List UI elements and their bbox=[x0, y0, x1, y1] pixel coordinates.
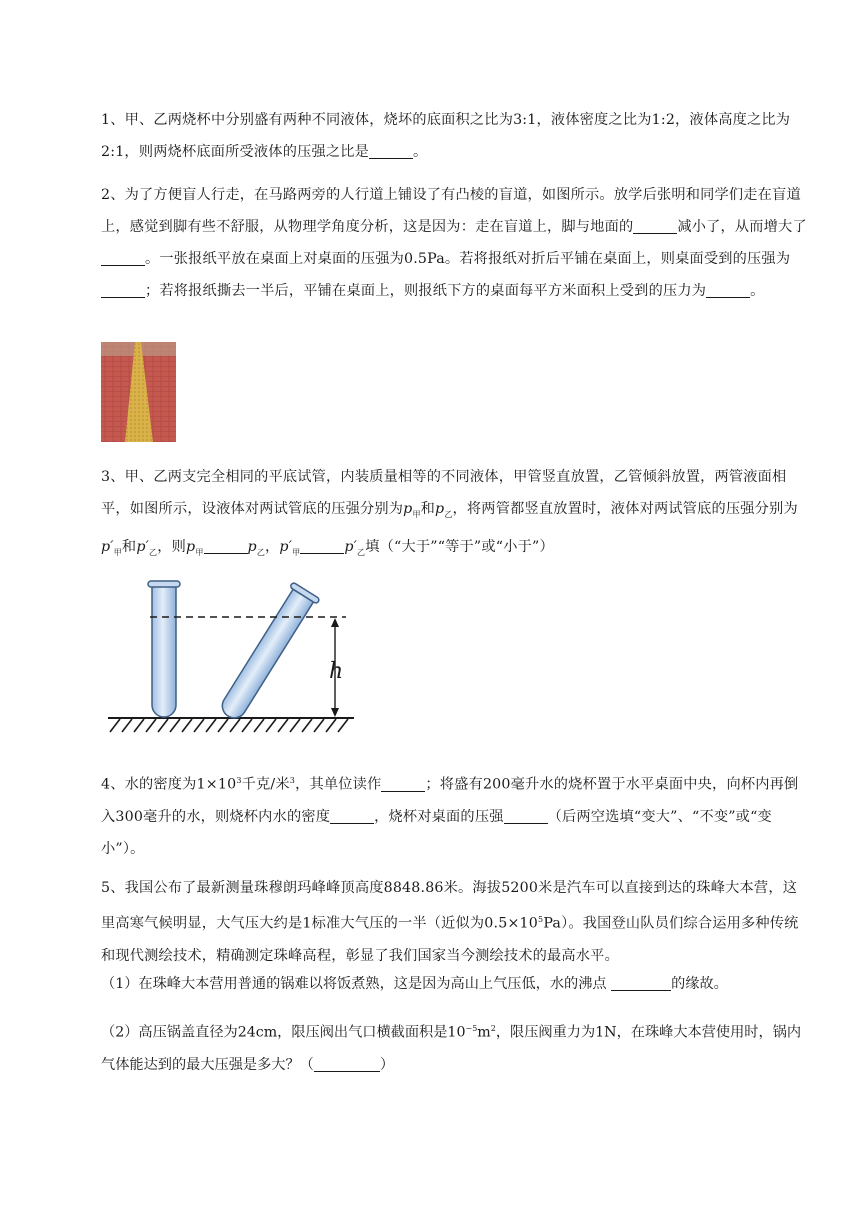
answer-blank bbox=[633, 219, 677, 234]
answer-blank bbox=[706, 283, 750, 298]
q5-sub2-unit-exponent: 2 bbox=[490, 1024, 496, 1033]
answer-blank bbox=[300, 539, 344, 554]
q2-part-1: 2、为了方便盲人行走，在马路两旁的人行道上铺设了有凸棱的盲道，如图所示。放学后张明和同学们走在盲道上，感觉到脚有些不舒服，从物理学角度分析，这是因为：走在盲道上，脚与地面的 bbox=[101, 187, 801, 235]
answer-blank bbox=[204, 539, 248, 554]
tilted-test-tube bbox=[214, 582, 320, 724]
q5-sub2-exponent: −5 bbox=[465, 1024, 478, 1033]
q1-text: 1、甲、乙两烧杯中分别盛有两种不同液体，烧坏的底面积之比为3:1，液体密度之比为1:2，液体高度之比为2:1，则两烧杯底面所受液体的压强之比是 bbox=[101, 112, 791, 160]
symbol-p-prime: p′ bbox=[344, 538, 358, 555]
q3-part-1: 3、甲、乙两支完全相同的平底试管，内装质量相等的不同液体，甲管竖直放置，乙管倾斜放置，两管液面相平，如图所示，设液体对两试管底的压强分别为 bbox=[101, 469, 787, 517]
answer-blank bbox=[504, 809, 548, 824]
q5-sub1-text: （1）在珠峰大本营用普通的锅难以将饭煮熟，这是因为高山上气压低，水的沸点 bbox=[101, 976, 612, 992]
subscript-yi: 乙 bbox=[256, 547, 266, 557]
test-tube-diagram bbox=[106, 575, 356, 735]
q5-exponent: 5 bbox=[538, 915, 544, 924]
q5-sub1-tail: 的缘故。 bbox=[671, 976, 728, 992]
q3-part-3: ，则 bbox=[157, 538, 187, 555]
q5-part-1: 5、我国公布了最新测量珠穆朗玛峰峰顶高度8848.86米。海拔5200米是汽车可以直接到达的珠峰大本营，这里高寒气候明显，大气压大约是1标准大气压的一半（近似为0.5×10 bbox=[101, 880, 798, 932]
q1-tail: 。 bbox=[413, 144, 428, 160]
q4-exponent-2: 3 bbox=[289, 776, 296, 785]
answer-blank bbox=[101, 283, 145, 298]
q5-sub2-tail: ） bbox=[379, 1056, 395, 1073]
answer-blank bbox=[314, 1057, 380, 1072]
symbol-p: p bbox=[435, 501, 445, 517]
q5-sub2-unit: m bbox=[477, 1024, 491, 1041]
answer-blank bbox=[101, 251, 145, 266]
q4-part-3: ，其单位读作 bbox=[295, 776, 382, 793]
q3-part-2: ，将两管都竖直放置时，液体对两试管底的压强分别为 bbox=[452, 501, 798, 517]
subscript-yi: 乙 bbox=[357, 547, 366, 557]
test-tube-figure bbox=[106, 575, 356, 735]
ground-hatching bbox=[110, 719, 348, 732]
subscript-jia: 甲 bbox=[412, 509, 421, 519]
symbol-p: p bbox=[186, 538, 196, 555]
q4-part-5: ，烧杯对桌面的压强 bbox=[374, 808, 504, 825]
tactile-paving-image bbox=[101, 342, 176, 442]
tactile-paving-photo bbox=[101, 342, 176, 442]
vertical-test-tube bbox=[148, 581, 180, 717]
question-3 bbox=[101, 461, 809, 569]
q4-part-6: （后两空选填“变大”、“不变”或“变小”）。 bbox=[101, 808, 772, 857]
symbol-p-prime: p′ bbox=[101, 538, 114, 555]
answer-blank bbox=[381, 777, 425, 792]
q4-part-1: 4、水的密度为1×10 bbox=[101, 776, 237, 793]
answer-blank bbox=[611, 976, 671, 991]
subscript-jia: 甲 bbox=[195, 547, 204, 557]
question-5-sub-2 bbox=[101, 1013, 809, 1081]
question-2 bbox=[101, 179, 809, 307]
q2-part-3: 。一张报纸平放在桌面上对桌面的压强为0.5Pa。若将报纸对折后平铺在桌面上，则桌面受到的压强为 bbox=[145, 251, 791, 267]
question-5-sub-1 bbox=[101, 968, 809, 1000]
question-4 bbox=[101, 765, 809, 865]
symbol-p-prime: p′ bbox=[136, 538, 150, 555]
question-5 bbox=[101, 872, 809, 972]
q5-sub2-text-2: ，限压阀重力为1N，在珠峰大本营使用时，锅内气体能达到的最大压强是多大？（ bbox=[101, 1024, 802, 1073]
answer-blank bbox=[369, 144, 413, 159]
q2-part-5: 。 bbox=[750, 283, 765, 299]
q2-part-4: ；若将报纸撕去一半后，平铺在桌面上，则报纸下方的桌面每平方米面积上受到的压力为 bbox=[145, 283, 707, 299]
height-label: h bbox=[329, 659, 344, 684]
q2-part-2: 减小了，从而增大了 bbox=[677, 219, 807, 235]
q4-part-4: ；将盛有200毫升水的烧杯置于水平桌面中央，向杯内再倒入300毫升的水，则烧杯内水的密度 bbox=[101, 776, 799, 825]
symbol-p: p bbox=[403, 501, 413, 517]
symbol-p-prime: p′ bbox=[279, 538, 293, 555]
q3-part-4: 填（“大于”“等于”或“小于”） bbox=[365, 538, 554, 555]
answer-blank bbox=[330, 809, 374, 824]
subscript-yi: 乙 bbox=[149, 547, 158, 557]
subscript-jia: 甲 bbox=[292, 547, 301, 557]
q5-part-2: Pa）。我国登山队员们综合运用多种传统和现代测绘技术，精确测定珠峰高程，彰显了我们国家当今测绘技术的最高水平。 bbox=[101, 915, 799, 964]
q3-and: 和 bbox=[420, 501, 436, 517]
subscript-jia: 甲 bbox=[113, 547, 122, 557]
q3-and: 和 bbox=[121, 538, 137, 555]
q4-part-2: 千克/米 bbox=[241, 776, 290, 793]
symbol-p: p bbox=[247, 538, 257, 555]
subscript-yi: 乙 bbox=[444, 509, 453, 519]
q3-comma: ， bbox=[265, 538, 280, 555]
q4-exponent-1: 3 bbox=[236, 776, 242, 785]
q5-sub2-text-1: （2）高压锅盖直径为24cm，限压阀出气口横截面积是10 bbox=[101, 1024, 466, 1041]
question-1 bbox=[101, 104, 809, 168]
